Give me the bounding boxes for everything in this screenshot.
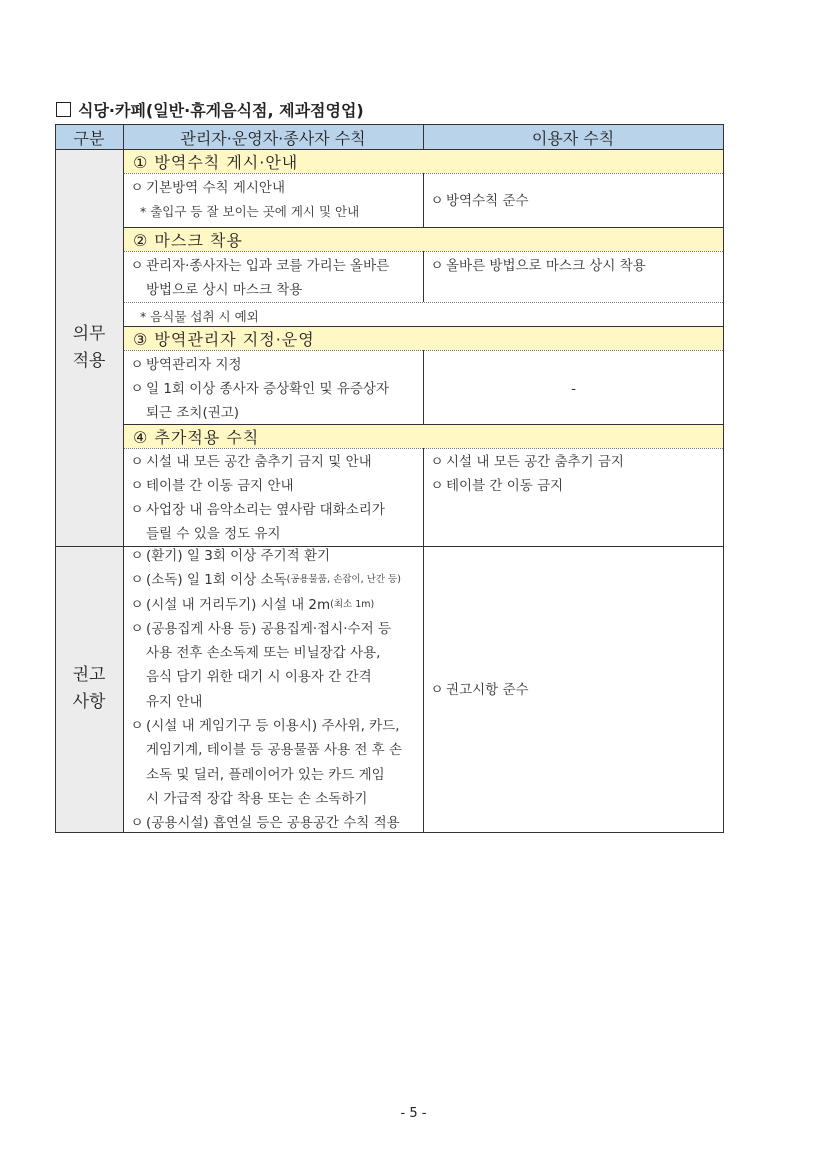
category-recommended: 권고 사항 — [55, 546, 123, 832]
bullet-icon: ㅇ — [130, 815, 144, 832]
table-border-left — [55, 124, 56, 833]
bullet-icon: ㅇ — [130, 454, 144, 470]
bullet-icon: ㅇ — [130, 258, 144, 274]
section-2-manager: ㅇ 관리자·종사자는 입과 코를 가리는 올바른 방법으로 상시 마스크 착용 — [123, 252, 423, 302]
list-item: ㅇ 시설 내 모든 공간 춤추기 금지 및 안내 — [128, 450, 419, 474]
list-item: ㅇ 테이블 간 이동 금지 — [428, 474, 719, 498]
bullet-icon: ㅇ — [130, 596, 144, 613]
column-divider — [423, 173, 424, 227]
bullet-icon: ㅇ — [430, 193, 444, 209]
column-divider — [423, 350, 424, 424]
section-2-user: ㅇ 올바른 방법으로 마스크 상시 착용 — [423, 252, 723, 302]
checkbox-square-icon — [56, 102, 71, 117]
note-text: * 출입구 등 잘 보이는 곳에 게시 및 안내 — [140, 204, 360, 219]
list-item: ㅇ (시설 내 거리두기) 시설 내 2m (최소 1m) — [128, 593, 419, 617]
table-border-top — [55, 124, 723, 125]
list-item: ㅇ 관리자·종사자는 입과 코를 가리는 올바른 — [128, 254, 419, 278]
section-2-note: * 음식물 섭취 시 예외 — [140, 309, 259, 324]
list-item: ㅇ 방역관리자 지정 — [128, 353, 419, 377]
bullet-icon: ㅇ — [430, 258, 444, 274]
list-item: ㅇ (시설 내 게임기구 등 이용시) 주사위, 카드, — [128, 714, 419, 738]
bullet-icon: ㅇ — [130, 718, 144, 735]
bullet-icon: ㅇ — [430, 478, 444, 494]
bullet-icon: ㅇ — [130, 502, 144, 518]
section-title-3: ③ 방역관리자 지정·운영 — [123, 326, 723, 350]
bullet-icon: ㅇ — [430, 454, 444, 470]
list-item: ㅇ 일 1회 이상 종사자 증상확인 및 유증상자 — [128, 377, 419, 401]
list-item: ㅇ 시설 내 모든 공간 춤추기 금지 — [428, 450, 719, 474]
category-divider — [55, 546, 723, 547]
recommended-user: ㅇ 권고시항 준수 — [423, 546, 723, 832]
header-category: 구분 — [55, 125, 123, 149]
list-item: ㅇ 테이블 간 이동 금지 안내 — [128, 474, 419, 498]
section-1-user: ㅇ 방역수칙 준수 — [423, 174, 723, 226]
section-4-manager: ㅇ 시설 내 모든 공간 춤추기 금지 및 안내 ㅇ 테이블 간 이동 금지 안내 ㅇ 사업장 내 음악소리는 옆사람 대화소리가 들릴 수 있을 정도 유지 — [123, 448, 423, 546]
list-item: ㅇ (환기) 일 3회 이상 주기적 환기 — [128, 544, 419, 568]
table-border-bottom — [55, 832, 723, 833]
bullet-icon: ㅇ — [130, 620, 144, 637]
section-title-2: ② 마스크 착용 — [123, 227, 723, 251]
list-item: ㅇ (공용시설) 흡연실 등은 공용공간 수칙 적용 — [128, 811, 419, 835]
recommended-manager: ㅇ (환기) 일 3회 이상 주기적 환기 ㅇ (소독) 일 1회 이상 소독 (공용물품, 손잡이, 난간 등) ㅇ (시설 내 거리두기) 시설 내 2m (최소 1m) ㅇ (공용집게 사용 등) 공용집게·접시·수저 등 사용 전후 손소독제 또는 비닐장갑 사용, 음식 담기 위한 대기 시 이용자 간 간격 유지 안내 ㅇ (시설 내 게임기구 등 이용시) 주사위, 카드, 게임기계, 테이블 등 공용물품 사용 전 후 손 소독 및 딜러, 플레이어가 있는 카드 게임 시 가급적 장갑 착용 또는 손 소독하기 ㅇ (공용시설) 흡연실 등은 공용공간 수칙 적용 — [123, 542, 423, 832]
bullet-icon: ㅇ — [130, 357, 144, 373]
header-user-rules: 이용자 수칙 — [423, 125, 723, 149]
column-divider — [423, 124, 424, 149]
table-border-right — [723, 124, 724, 833]
column-divider — [423, 448, 424, 833]
list-item: ㅇ 사업장 내 음악소리는 옆사람 대화소리가 — [128, 498, 419, 522]
bullet-icon: ㅇ — [130, 572, 144, 589]
bullet-icon: ㅇ — [130, 478, 144, 494]
row-divider — [123, 424, 723, 425]
list-item: ㅇ (소독) 일 1회 이상 소독 (공용물품, 손잡이, 난간 등) — [128, 568, 419, 592]
column-divider — [123, 124, 124, 833]
header-manager-rules: 관리자·운영자·종사자 수칙 — [123, 125, 423, 149]
bullet-icon: ㅇ — [130, 180, 144, 196]
section-4-user — [423, 448, 723, 546]
column-divider — [423, 251, 424, 302]
page-number: - 5 - — [400, 1106, 427, 1121]
section-heading — [56, 98, 364, 121]
row-divider — [123, 326, 723, 327]
section-1-manager — [123, 174, 423, 226]
row-divider — [123, 302, 723, 303]
list-item: ㅇ (공용집게 사용 등) 공용집게·접시·수저 등 — [128, 617, 419, 641]
section-title-1: ① 방역수칙 게시·안내 — [123, 149, 723, 173]
section-title-4: ④ 추가적용 수칙 — [123, 424, 723, 448]
list-item: ㅇ 기본방역 수칙 게시안내 — [128, 176, 419, 200]
section-3-user: - — [571, 380, 576, 397]
row-divider — [123, 227, 723, 228]
category-mandatory: 의무 적용 — [55, 149, 123, 546]
bullet-icon: ㅇ — [130, 548, 144, 564]
header-divider — [55, 149, 723, 150]
bullet-icon: ㅇ — [430, 682, 444, 698]
section-3-manager: ㅇ 방역관리자 지정 ㅇ 일 1회 이상 종사자 증상확인 및 유증상자 퇴근 조치(권고) — [123, 351, 423, 424]
section-title: 식당·카페(일반·휴게음식점, 제과점영업) — [78, 101, 364, 120]
bullet-icon: ㅇ — [130, 381, 144, 397]
